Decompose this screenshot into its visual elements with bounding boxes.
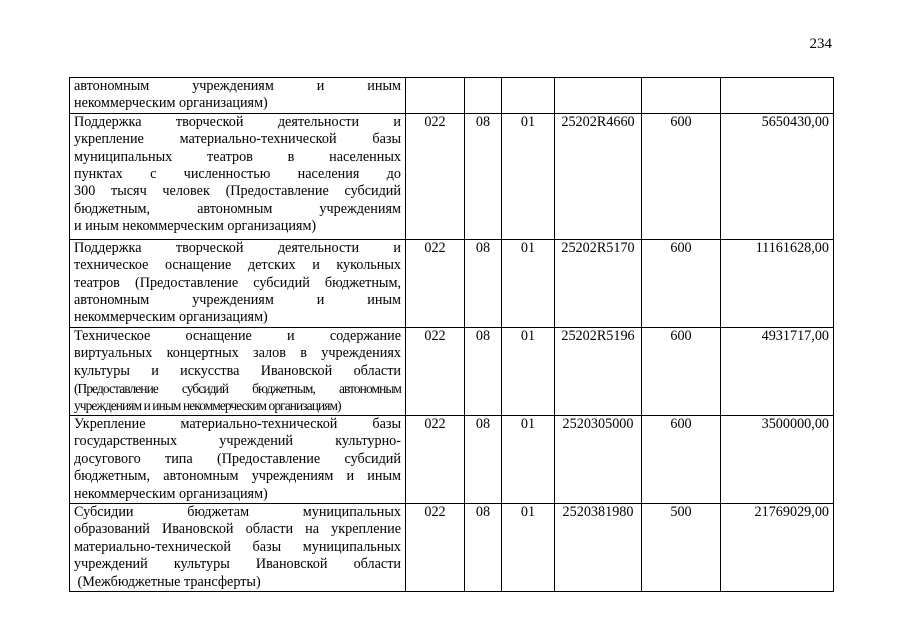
description-line: досугового типа (Предоставление субсидий [74,450,401,467]
description-line: техническое оснащение детских и кукольных [74,257,401,274]
row-podrazdel-code: 01 [502,239,555,327]
row-expense-type-code: 600 [642,113,721,239]
row-target-article-code: 2520381980 [555,503,642,591]
table-row [70,415,834,503]
row-glavn-code: 022 [406,113,465,239]
row-target-article-code [555,78,642,114]
table-row [70,327,834,415]
row-expense-type-code: 600 [642,327,721,415]
description-line: образований Ивановской области на укрепление [74,521,401,538]
row-razdel-code: 08 [465,327,502,415]
table-row [70,239,834,327]
description-line: Поддержка творческой деятельности и [74,239,401,256]
row-glavn-code: 022 [406,327,465,415]
row-amount: 11161628,00 [721,239,834,327]
row-glavn-code: 022 [406,415,465,503]
description-line: 300 тысяч человек (Предоставление субсидий [74,183,401,200]
row-expense-type-code: 600 [642,415,721,503]
description-line: автономным учреждениям и иным [74,78,401,94]
description-line: некоммерческим организациям) [74,309,268,326]
description-line: виртуальных концертных залов в учреждениях [74,345,401,362]
description-line: Техническое оснащение и содержание [74,327,401,344]
description-line: муниципальных театров в населенных [74,148,401,165]
row-amount: 21769029,00 [721,503,834,591]
row-target-article-code: 25202R5196 [555,327,642,415]
row-razdel-code: 08 [465,415,502,503]
row-expense-type-code [642,78,721,114]
row-podrazdel-code: 01 [502,327,555,415]
description-line: Субсидии бюджетам муниципальных [74,503,401,520]
row-podrazdel-code: 01 [502,113,555,239]
description-line: Поддержка творческой деятельности и [74,113,401,130]
row-description [70,503,406,591]
description-line: бюджетным, автономным учреждениям [74,200,401,217]
row-razdel-code: 08 [465,503,502,591]
row-description [70,415,406,503]
row-razdel-code [465,78,502,114]
description-line: некоммерческим организациям) [74,95,268,112]
row-target-article-code: 2520305000 [555,415,642,503]
row-description [70,239,406,327]
budget-table [69,77,834,592]
description-line: бюджетным, автономным учреждениям и иным [74,468,401,485]
row-description [70,113,406,239]
description-line: материально-технической базы муниципальных [74,538,401,555]
description-line: учреждений культуры Ивановской области [74,556,401,573]
description-line: пунктах с численностью населения до [74,166,401,183]
description-line: Укрепление материально-технической базы [74,415,401,432]
row-target-article-code: 25202R4660 [555,113,642,239]
row-amount: 3500000,00 [721,415,834,503]
row-glavn-code: 022 [406,239,465,327]
description-line: (Межбюджетные трансферты) [74,573,261,590]
table-row [70,113,834,239]
table-body [70,78,834,592]
row-target-article-code: 25202R5170 [555,239,642,327]
table-row [70,78,834,114]
row-glavn-code: 022 [406,503,465,591]
row-description [70,327,406,415]
row-amount: 4931717,00 [721,327,834,415]
description-line: укрепление материально-технической базы [74,131,401,148]
row-expense-type-code: 600 [642,239,721,327]
row-podrazdel-code: 01 [502,503,555,591]
description-line: государственных учреждений культурно- [74,433,401,450]
description-line: (Предоставление субсидий бюджетным, автономным [74,381,401,397]
description-line: культуры и искусства Ивановской области [74,362,401,379]
row-amount [721,78,834,114]
page-number: 234 [809,36,832,52]
table-row [70,503,834,591]
row-amount: 5650430,00 [721,113,834,239]
row-podrazdel-code [502,78,555,114]
description-line: и иным некоммерческим организациям) [74,218,317,235]
row-podrazdel-code: 01 [502,415,555,503]
description-line: театров (Предоставление субсидий бюджетным, [74,274,401,291]
row-glavn-code [406,78,465,114]
row-description [70,78,406,114]
description-line: учреждениям и иным некоммерческим организациям) [74,398,341,414]
description-line: некоммерческим организациям) [74,485,268,502]
description-line: автономным учреждениям и иным [74,292,401,309]
row-razdel-code: 08 [465,239,502,327]
row-razdel-code: 08 [465,113,502,239]
row-expense-type-code: 500 [642,503,721,591]
